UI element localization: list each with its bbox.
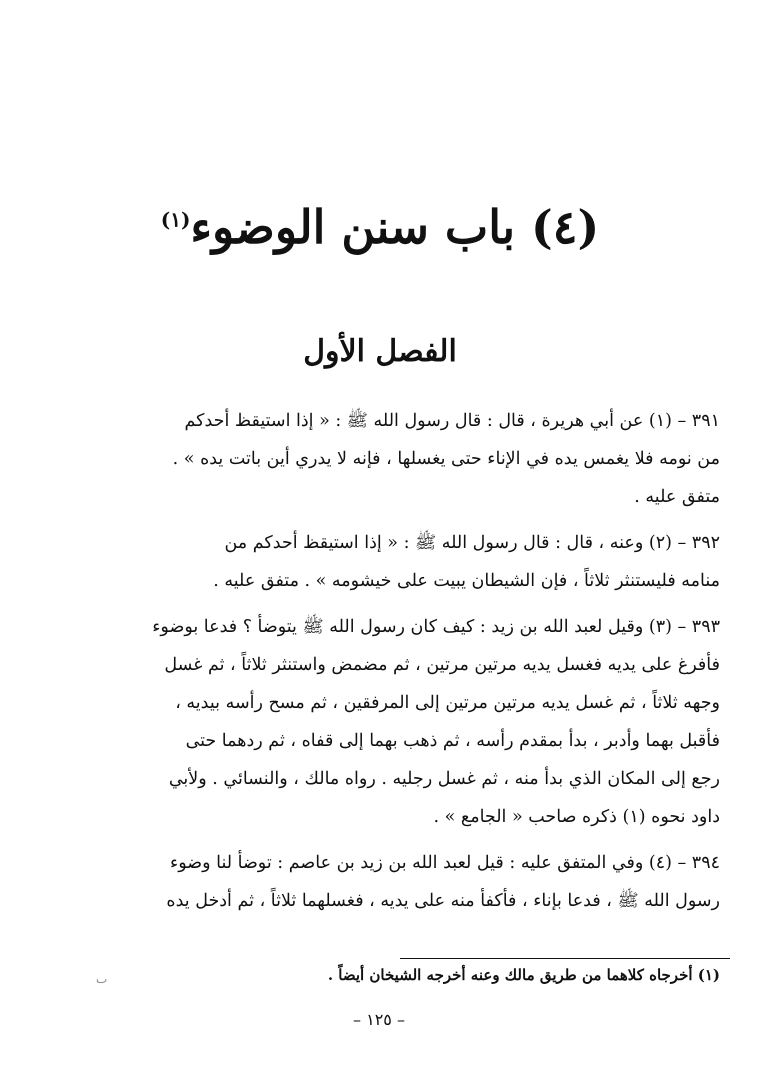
footnote: (١) أخرجاه كلاهما من طريق مالك وعنه أخرجه الشيخان أيضاً . [327,966,720,984]
section-title: الفصل الأول [303,334,457,369]
hadith-line: منامه فليستنثر ثلاثاً ، فإن الشيطان يبيت على خيشومه » . متفق عليه . [213,571,720,591]
hadith-line: ٣٩٣ – (٣) وقيل لعبد الله بن زيد : كيف كان رسول الله ﷺ يتوضأ ؟ فدعا بوضوء [152,617,720,637]
hadith-line: رجع إلى المكان الذي بدأ منه ، ثم غسل رجليه . رواه مالك ، والنسائي . ولأبي [168,769,720,789]
hadith-line: من نومه فلا يغمس يده في الإناء حتى يغسلها ، فإنه لا يدري أين باتت يده » . [172,449,720,469]
chapter-title [100,200,660,254]
hadith-392 [70,524,720,600]
hadith-line: ٣٩١ – (١) عن أبي هريرة ، قال : قال رسول الله ﷺ : « إذا استيقظ أحدكم [184,411,720,431]
hadith-line: ٣٩٤ – (٤) وفي المتفق عليه : قيل لعبد الله بن زيد بن عاصم : توضأ لنا وضوء [169,853,720,873]
hadith-391 [70,402,720,516]
hadith-394 [70,844,720,920]
chapter-footnote-ref: (١) [160,207,191,232]
hadith-line: ٣٩٢ – (٢) وعنه ، قال : قال رسول الله ﷺ : « إذا استيقظ أحدكم من [224,533,720,553]
hadith-line: فأفرغ على يديه فغسل يديه مرتين مرتين ، ثم مضمض واستنثر ثلاثاً ، ثم غسل [164,655,720,675]
footnote-divider [400,958,730,959]
hadith-line: رسول الله ﷺ ، فدعا بإناء ، فأكفأ منه على يديه ، فغسلهما ثلاثاً ، ثم أدخل يده [166,891,720,911]
hadith-list [70,402,720,928]
hadith-line: فأقبل بهما وأدبر ، بدأ بمقدم رأسه ، ثم ذهب بهما إلى قفاه ، ثم ردهما حتى [185,731,720,751]
hadith-line: متفق عليه . [634,487,720,507]
hadith-line: داود نحوه (١) ذكره صاحب « الجامع » . [433,807,720,827]
margin-mark: ٮ [96,972,108,986]
chapter-title-text: (٤) باب سنن الوضوء [190,200,600,254]
page-number: – ١٢٥ – [353,1010,405,1029]
hadith-line: وجهه ثلاثاً ، ثم غسل يديه مرتين مرتين إلى المرفقين ، ثم مسح رأسه بيديه ، [175,693,720,713]
hadith-393 [70,608,720,836]
